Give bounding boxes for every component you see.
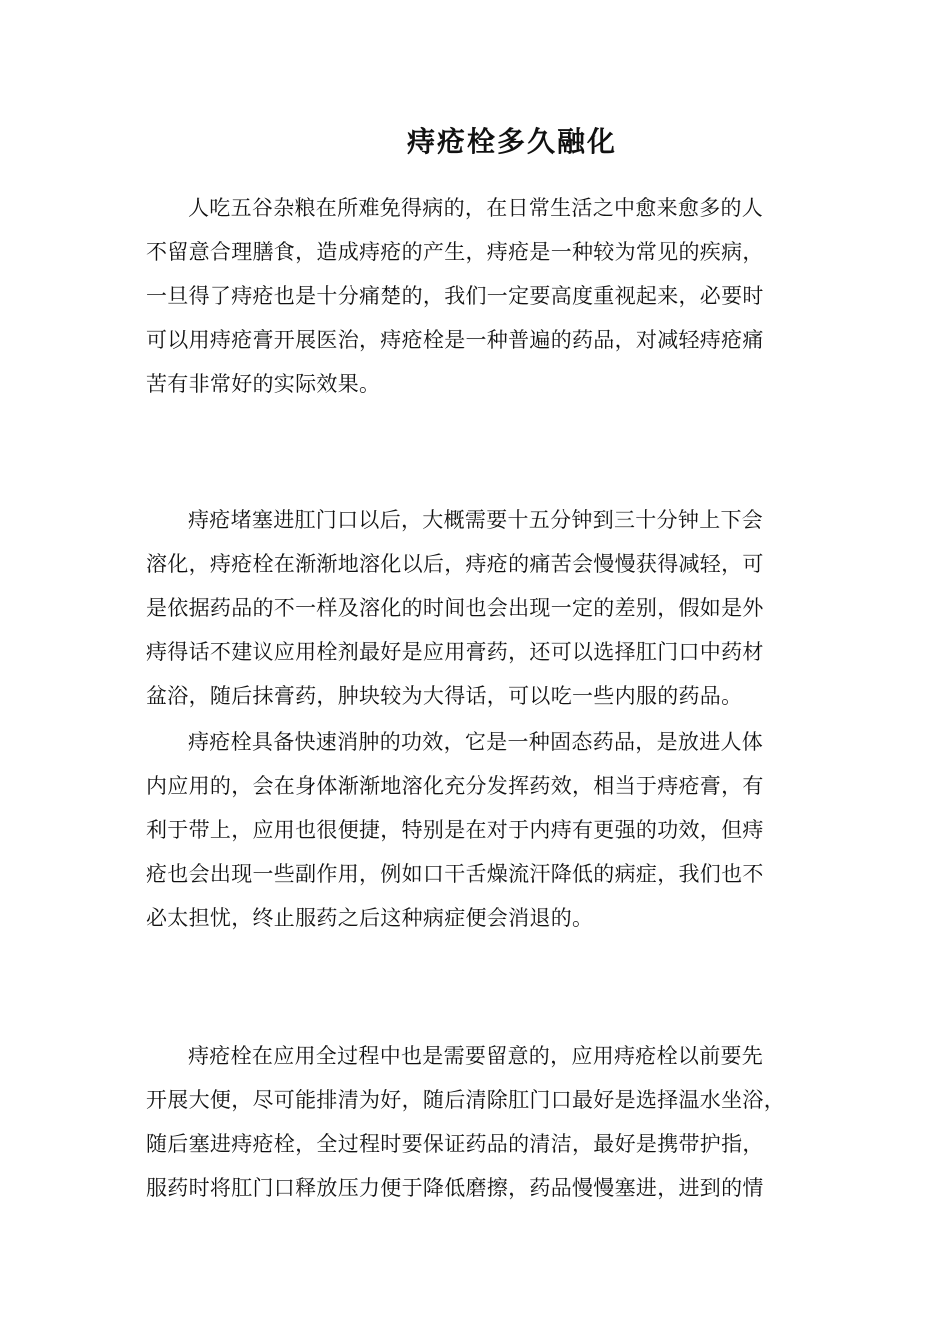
paragraph-line: 开展大便，尽可能排清为好，随后清除肛门口最好是选择温水坐浴， — [146, 1088, 785, 1112]
paragraph-1 — [146, 186, 826, 406]
paragraph-4 — [146, 1034, 826, 1210]
paragraph-line: 服药时将肛门口释放压力便于降低磨擦，药品慢慢塞进，进到的情 — [146, 1176, 764, 1200]
paragraph-line: 是依据药品的不一样及溶化的时间也会出现一定的差别，假如是外 — [146, 596, 764, 620]
paragraph-line: 随后塞进痔疮栓，全过程时要保证药品的清洁，最好是携带护指， — [146, 1132, 764, 1156]
paragraph-line: 人吃五谷杂粮在所难免得病的，在日常生活之中愈来愈多的人 — [188, 196, 764, 220]
paragraph-line: 痔疮栓具备快速消肿的功效，它是一种固态药品，是放进人体 — [188, 730, 764, 754]
paragraph-line: 可以用痔疮膏开展医治，痔疮栓是一种普遍的药品，对减轻痔疮痛 — [146, 328, 764, 352]
paragraph-line: 痔疮堵塞进肛门口以后，大概需要十五分钟到三十分钟上下会 — [188, 508, 764, 532]
paragraph-line: 利于带上，应用也很便捷，特别是在对于内痔有更强的功效，但痔 — [146, 818, 764, 842]
paragraph-line: 痔得话不建议应用栓剂最好是应用膏药，还可以选择肛门口中药材 — [146, 640, 764, 664]
paragraph-line: 一旦得了痔疮也是十分痛楚的，我们一定要高度重视起来，必要时 — [146, 284, 764, 308]
paragraph-line: 内应用的，会在身体渐渐地溶化充分发挥药效，相当于痔疮膏，有 — [146, 774, 764, 798]
paragraph-line: 痔疮栓在应用全过程中也是需要留意的，应用痔疮栓以前要先 — [188, 1044, 764, 1068]
paragraph-2 — [146, 498, 826, 718]
paragraph-line: 疮也会出现一些副作用，例如口干舌燥流汗降低的病症，我们也不 — [146, 862, 764, 886]
paragraph-3 — [146, 720, 826, 940]
paragraph-line: 溶化，痔疮栓在渐渐地溶化以后，痔疮的痛苦会慢慢获得减轻，可 — [146, 552, 764, 576]
paragraph-line: 盆浴，随后抹膏药，肿块较为大得话，可以吃一些内服的药品。 — [146, 684, 743, 708]
paragraph-line: 必太担忧，终止服药之后这种病症便会消退的。 — [146, 906, 594, 930]
paragraph-line: 苦有非常好的实际效果。 — [146, 372, 381, 396]
document-title: 痔疮栓多久融化 — [406, 125, 617, 158]
paragraph-line: 不留意合理膳食，造成痔疮的产生，痔疮是一种较为常见的疾病， — [146, 240, 764, 264]
